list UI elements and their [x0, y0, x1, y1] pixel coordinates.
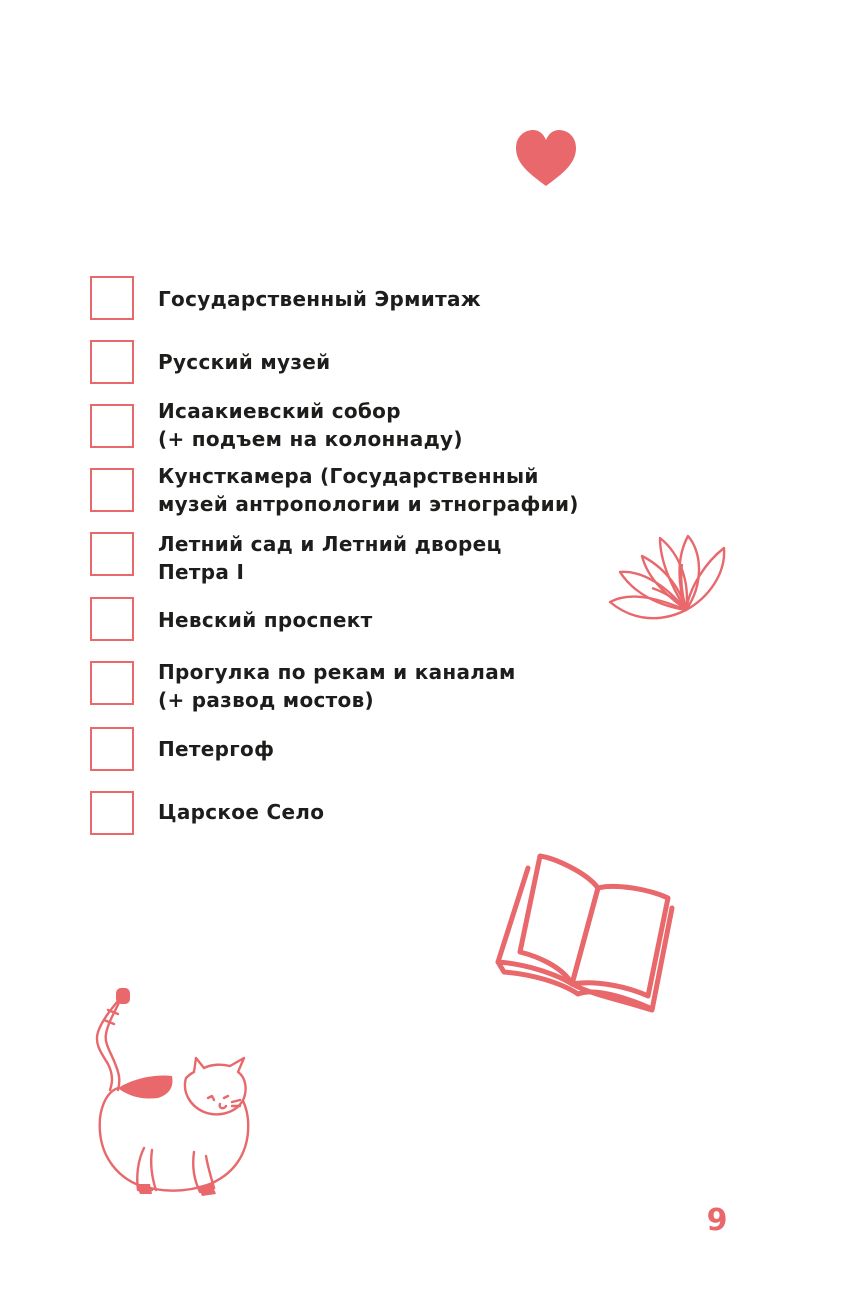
item-summer-garden: [158, 530, 502, 586]
item-line: Летний сад и Летний дворец: [158, 532, 502, 556]
item-line: Петра I: [158, 560, 245, 584]
page-number: 9: [706, 1203, 728, 1238]
item-line: Кунсткамера (Государственный: [158, 464, 539, 488]
heart-icon: [512, 126, 580, 188]
checkbox-russian-museum[interactable]: [90, 340, 134, 384]
checkbox-st-isaac[interactable]: [90, 404, 134, 448]
checkbox-hermitage[interactable]: [90, 276, 134, 320]
item-line: Царское Село: [158, 800, 325, 824]
item-russian-museum: [158, 348, 330, 376]
item-st-isaac: [158, 397, 463, 453]
checkbox-tsarskoye-selo[interactable]: [90, 791, 134, 835]
item-nevsky: [158, 606, 372, 634]
checkbox-peterhof[interactable]: [90, 727, 134, 771]
item-river-cruise: [158, 658, 516, 714]
item-line: Государственный Эрмитаж: [158, 287, 481, 311]
cat-illustration: [78, 980, 260, 1210]
item-line: Петергоф: [158, 737, 275, 761]
book-icon: [490, 848, 688, 1020]
checkbox-nevsky[interactable]: [90, 597, 134, 641]
checkbox-kunstkamera[interactable]: [90, 468, 134, 512]
lotus-icon: [602, 530, 732, 634]
item-peterhof: [158, 735, 274, 763]
item-line: (+ развод мостов): [158, 688, 374, 712]
item-line: Прогулка по рекам и каналам: [158, 660, 516, 684]
item-line: Исаакиевский собор: [158, 399, 401, 423]
item-kunstkamera: [158, 462, 579, 518]
item-tsarskoye-selo: [158, 798, 324, 826]
checkbox-river-cruise[interactable]: [90, 661, 134, 705]
item-line: Русский музей: [158, 350, 331, 374]
item-line: Невский проспект: [158, 608, 373, 632]
item-line: музей антропологии и этнографии): [158, 492, 579, 516]
item-line: (+ подъем на колоннаду): [158, 427, 463, 451]
item-hermitage: [158, 285, 481, 313]
checkbox-summer-garden[interactable]: [90, 532, 134, 576]
